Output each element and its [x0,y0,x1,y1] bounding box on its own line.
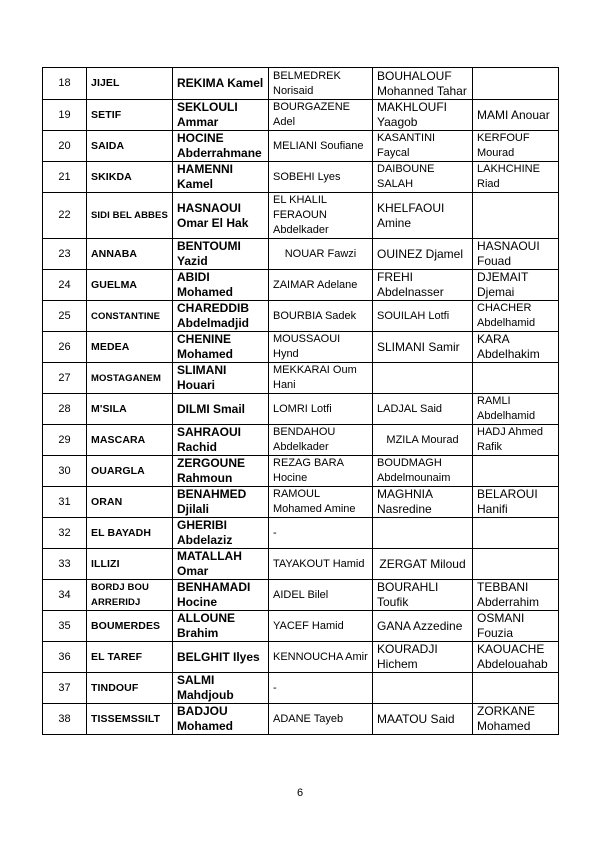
table-row [43,394,559,425]
row-number: 23 [43,239,87,270]
member-b: DAIBOUNE SALAH [373,162,473,193]
head-name: DILMI Smail [173,394,269,425]
wilaya-name: MEDEA [87,332,173,363]
member-c: DJEMAIT Djemai [473,270,559,301]
head-name: SALMI Mahdjoub [173,673,269,704]
head-name: MATALLAH Omar [173,549,269,580]
table-row [43,131,559,162]
head-name: HAMENNI Kamel [173,162,269,193]
member-a: BOURBIA Sadek [269,301,373,332]
wilaya-name: EL BAYADH [87,518,173,549]
table-row [43,456,559,487]
head-name: ALLOUNE Brahim [173,611,269,642]
wilaya-name: MOSTAGANEM [87,363,173,394]
row-number: 26 [43,332,87,363]
head-name: CHAREDDIB Abdelmadjid [173,301,269,332]
member-b: MAGHNIA Nasredine [373,487,473,518]
member-c [473,193,559,239]
row-number: 28 [43,394,87,425]
head-name: ABIDI Mohamed [173,270,269,301]
member-c [473,363,559,394]
wilaya-name: JIJEL [87,68,173,100]
member-c: HASNAOUI Fouad [473,239,559,270]
head-name: BELGHIT Ilyes [173,642,269,673]
member-c: BELAROUI Hanifi [473,487,559,518]
member-a: YACEF Hamid [269,611,373,642]
row-number: 30 [43,456,87,487]
roster-body [43,68,559,735]
row-number: 36 [43,642,87,673]
member-c: OSMANI Fouzia [473,611,559,642]
member-a: KENNOUCHA Amir [269,642,373,673]
member-a: AIDEL Bilel [269,580,373,611]
member-b: OUINEZ Djamel [373,239,473,270]
member-c: KARA Abdelhakim [473,332,559,363]
member-a: EL KHALIL FERAOUN Abdelkader [269,193,373,239]
table-row [43,301,559,332]
member-a: RAMOUL Mohamed Amine [269,487,373,518]
table-row [43,239,559,270]
table-row [43,363,559,394]
member-a: TAYAKOUT Hamid [269,549,373,580]
wilaya-name: MASCARA [87,425,173,456]
member-a: MELIANI Soufiane [269,131,373,162]
wilaya-name: ORAN [87,487,173,518]
wilaya-name: TINDOUF [87,673,173,704]
member-b: BOUHALOUF Mohanned Tahar [373,68,473,100]
head-name: ZERGOUNE Rahmoun [173,456,269,487]
member-c: TEBBANI Abderrahim [473,580,559,611]
wilaya-name: ANNABA [87,239,173,270]
row-number: 20 [43,131,87,162]
head-name: BENHAMADI Hocine [173,580,269,611]
wilaya-name: OUARGLA [87,456,173,487]
wilaya-name: BOUMERDES [87,611,173,642]
wilaya-name: EL TAREF [87,642,173,673]
head-name: HASNAOUI Omar El Hak [173,193,269,239]
member-b [373,518,473,549]
table-row [43,332,559,363]
head-name: BADJOU Mohamed [173,704,269,735]
table-row [43,673,559,704]
head-name: SAHRAOUI Rachid [173,425,269,456]
head-name: CHENINE Mohamed [173,332,269,363]
member-a: ADANE Tayeb [269,704,373,735]
member-b: SLIMANI Samir [373,332,473,363]
row-number: 19 [43,100,87,131]
member-a: ZAIMAR Adelane [269,270,373,301]
member-c: KERFOUF Mourad [473,131,559,162]
member-b: KOURADJI Hichem [373,642,473,673]
row-number: 33 [43,549,87,580]
table-row [43,162,559,193]
row-number: 38 [43,704,87,735]
wilaya-name: SKIKDA [87,162,173,193]
member-a: NOUAR Fawzi [269,239,373,270]
member-c: CHACHER Abdelhamid [473,301,559,332]
head-name: SLIMANI Houari [173,363,269,394]
member-b: FREHI Abdelnasser [373,270,473,301]
table-row [43,193,559,239]
member-c: MAMI Anouar [473,100,559,131]
member-c: LAKHCHINE Riad [473,162,559,193]
wilaya-name: CONSTANTINE [87,301,173,332]
member-b: LADJAL Said [373,394,473,425]
wilaya-name: M'SILA [87,394,173,425]
member-c: KAOUACHE Abdelouahab [473,642,559,673]
head-name: SEKLOULI Ammar [173,100,269,131]
wilaya-name: BORDJ BOU ARRERIDJ [87,580,173,611]
member-b: BOUDMAGH Abdelmounaim [373,456,473,487]
table-row [43,704,559,735]
row-number: 31 [43,487,87,518]
table-row [43,100,559,131]
member-a: MOUSSAOUI Hynd [269,332,373,363]
row-number: 27 [43,363,87,394]
wilaya-name: SIDI BEL ABBES [87,193,173,239]
wilaya-roster-table [42,67,559,735]
row-number: 21 [43,162,87,193]
member-c [473,456,559,487]
member-b: KASANTINI Faycal [373,131,473,162]
member-b: KHELFAOUI Amine [373,193,473,239]
head-name: BENTOUMI Yazid [173,239,269,270]
wilaya-name: SAIDA [87,131,173,162]
member-c [473,549,559,580]
head-name: REKIMA Kamel [173,68,269,100]
member-a: BENDAHOU Abdelkader [269,425,373,456]
member-a: BOURGAZENE Adel [269,100,373,131]
wilaya-name: GUELMA [87,270,173,301]
member-a: REZAG BARA Hocine [269,456,373,487]
member-b [373,363,473,394]
row-number: 18 [43,68,87,100]
head-name: BENAHMED Djilali [173,487,269,518]
member-a: LOMRI Lotfi [269,394,373,425]
member-b: MAATOU Said [373,704,473,735]
member-c: HADJ Ahmed Rafik [473,425,559,456]
row-number: 24 [43,270,87,301]
member-c [473,68,559,100]
member-c: ZORKANE Mohamed [473,704,559,735]
member-a: SOBEHI Lyes [269,162,373,193]
table-row [43,270,559,301]
row-number: 34 [43,580,87,611]
member-c: RAMLI Abdelhamid [473,394,559,425]
row-number: 29 [43,425,87,456]
member-c [473,518,559,549]
table-row [43,549,559,580]
wilaya-name: SETIF [87,100,173,131]
member-a: - [269,673,373,704]
row-number: 22 [43,193,87,239]
member-a: BELMEDREK Norisaid [269,68,373,100]
table-row [43,580,559,611]
table-row [43,518,559,549]
member-c [473,673,559,704]
member-b: BOURAHLI Toufik [373,580,473,611]
row-number: 32 [43,518,87,549]
page-number: 6 [296,787,304,799]
row-number: 25 [43,301,87,332]
wilaya-name: TISSEMSSILT [87,704,173,735]
member-b: MZILA Mourad [373,425,473,456]
table-row [43,425,559,456]
member-b [373,673,473,704]
row-number: 37 [43,673,87,704]
head-name: HOCINE Abderrahmane [173,131,269,162]
table-row [43,68,559,100]
member-a: - [269,518,373,549]
table-row [43,487,559,518]
row-number: 35 [43,611,87,642]
member-b: MAKHLOUFI Yaagob [373,100,473,131]
table-row [43,611,559,642]
wilaya-name: ILLIZI [87,549,173,580]
member-b: SOUILAH Lotfi [373,301,473,332]
table-row [43,642,559,673]
member-b: ZERGAT Miloud [373,549,473,580]
member-b: GANA Azzedine [373,611,473,642]
member-a: MEKKARAI Oum Hani [269,363,373,394]
head-name: GHERIBI Abdelaziz [173,518,269,549]
